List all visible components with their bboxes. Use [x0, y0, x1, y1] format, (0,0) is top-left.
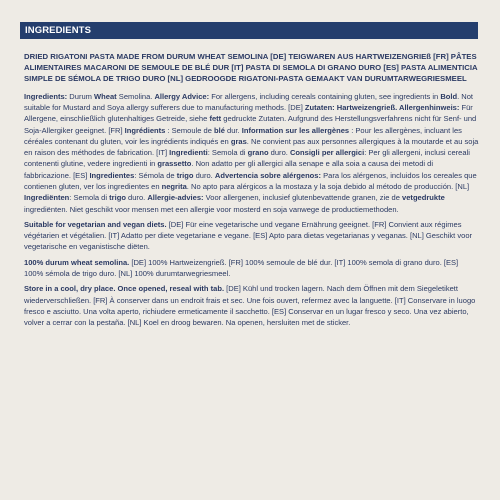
durum-paragraph — [24, 257, 479, 280]
ingredients-content — [24, 51, 479, 333]
storage-text: [DE] Kühl und trocken lagern. Nach dem Öffnen mit dem Siegeletikett wiederverschließen. [FR] À conserver dans un endroit frais et sec. Une fois ouvert, refermez avec la languette. [IT] Conservare in luogo fresco e asciutto. Una volta aperto, richiudere ermeticamente il sacchetto. [ES] Conservar en un lugar fresco y seco. Una vez abierto, volver a cerrar con la pestaña. [NL] Koel en droog bewaren. Na openen, hersluiten met de sticker. — [24, 284, 476, 328]
es-ingredientes-label: Ingredientes — [89, 170, 135, 180]
es-text-1: : Sémola de — [134, 170, 177, 180]
nl-ingredienten-label: Ingrediënten — [24, 193, 70, 203]
suitable-paragraph — [24, 219, 479, 253]
it-consigli-label: Consigli per allergici — [289, 148, 365, 158]
en-text-3: For allergens, including cereals containing gluten, see ingredients in — [209, 91, 441, 101]
suitable-heading: Suitable for vegetarian and vegan diets. — [24, 219, 167, 229]
it-text-3: : Per gli allergeni, inclusi cereali contenenti glutine, vedere ingredienti in — [24, 148, 470, 169]
de-text-1: Für Allergene, einschließlich glutenhaltiges Getreide, siehe — [24, 102, 473, 124]
fr-info-label: Information sur les allergènes — [241, 125, 350, 135]
es-text-2: duro. — [193, 170, 215, 180]
es-advertencia-label: Advertencia sobre alérgenos: — [214, 170, 322, 180]
it-grassetto: grassetto — [157, 159, 192, 169]
en-ingredients-label: Ingredients: — [24, 91, 68, 101]
en-allergy-label: Allergy Advice: — [154, 91, 210, 101]
nl-text-1: : Semola di — [69, 193, 110, 203]
it-text-4: . Non adatto per gli allergici alla senape e alla soia a causa dei metodi di fabbricazione. [ES] — [24, 159, 434, 180]
en-wheat: Wheat — [94, 91, 117, 101]
de-fett: fett — [209, 114, 222, 124]
de-text-2: gedruckte Zutaten. Aufgrund des Herstellungsverfahrens nicht für Senf- und Soja-Allergiker geeignet. [FR] — [24, 114, 477, 135]
de-allergy-label: Allergenhinweis: — [397, 102, 460, 112]
fr-ingredients-label: Ingrédients — [124, 125, 166, 135]
en-text-1: Durum — [67, 91, 95, 101]
it-text-1: : Semola di — [207, 148, 248, 158]
it-ingredienti-label: Ingredienti — [169, 148, 208, 158]
es-negrita: negrita — [161, 181, 187, 191]
fr-gras: gras — [230, 136, 247, 146]
nl-vetgedrukte: vetgedrukte — [402, 193, 445, 203]
fr-text-4: . Ne convient pas aux personnes allergiques à la moutarde et au soja en raison des méthodes de fabrication. [IT] — [24, 136, 479, 158]
nl-allergie-label: Allergie-advies: — [147, 193, 204, 203]
es-text-3: Para los alérgenos, incluidos los cereales que contienen gluten, ver los ingredientes en — [24, 170, 477, 191]
durum-heading: 100% durum wheat semolina. — [24, 257, 130, 267]
en-text-4: . Not suitable for Mustard and Soya allergy sufferers due to manufacturing methods. [DE] — [24, 91, 474, 112]
storage-heading: Store in a cool, dry place. Once opened, reseal with tab. — [24, 284, 225, 294]
de-zutaten-label: Zutaten: Hartweizengrieß. — [304, 102, 398, 112]
fr-text-2: dur. — [224, 125, 242, 135]
fr-text-1: : Semoule de — [165, 125, 215, 135]
en-text-2: Semolina. — [116, 91, 155, 101]
product-description: DRIED RIGATONI PASTA MADE FROM DURUM WHEAT SEMOLINA [DE] TEIGWAREN AUS HARTWEIZENGRIEß [FR] PÂTES ALIMENTAIRES MACARONI DE SEMOULE DE BLÉ DUR [IT] PASTA DI SEMOLA DI GRANO DURO [ES] PASTA ALIMENTICIA SIMPLE DE SÉMOLA DE TRIGO DURO [NL] GEDROOGDE RIGATONI-PASTA GEMAAKT VAN DURUMTARWEGRIESMEEL — [24, 52, 478, 84]
storage-paragraph — [24, 283, 479, 328]
section-header — [20, 22, 478, 39]
fr-text-3: : Pour les allergènes, incluant les céréales contenant du gluten, voir les ingrédients indiqués en — [24, 125, 462, 146]
nl-trigo: trigo — [109, 193, 126, 203]
ingredients-paragraph — [24, 91, 479, 215]
fr-ble: blé — [214, 125, 225, 135]
it-grano: grano — [247, 148, 269, 158]
nl-text-4: ingrediënten. Niet geschikt voor mensen met een allergie voor mosterd en soja vanwege de productiemethoden. — [24, 204, 399, 214]
nl-text-3: Voor allergenen, inclusief glutenbevattende granen, zie de — [203, 193, 403, 203]
it-text-2: duro. — [268, 148, 290, 158]
suitable-text: [DE] Für eine vegetarische und vegane Ernährung geeignet. [FR] Convient aux régimes végétarien et végétalien. [IT] Adatto per diete vegetariane e vegane. [ES] Apto para dietas vegetarianas y veganas. [NL] Geschikt voor vegetarische en veganistische diëten. — [24, 219, 473, 252]
en-bold-word: Bold — [440, 91, 458, 101]
section-header-title: INGREDIENTS — [25, 25, 92, 36]
es-trigo: trigo — [176, 170, 194, 180]
es-text-4: . No apto para alérgicos a la mostaza y la soja debido al método de producción. [NL] — [186, 181, 470, 191]
durum-text: [DE] 100% Hartweizengrieß. [FR] 100% semoule de blé dur. [IT] 100% semola di grano duro. [ES] 100% sémola de trigo duro. [NL] 100% durumtarwegriesmeel. — [24, 257, 459, 279]
nl-text-2: duro. — [125, 193, 148, 203]
